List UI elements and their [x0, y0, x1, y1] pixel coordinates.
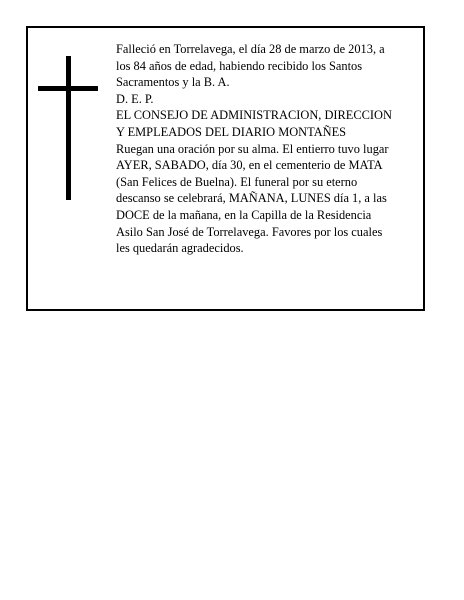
notice-line-sacraments: Sacramentos y la B. A.: [116, 75, 230, 90]
cross-horizontal-bar: [38, 86, 98, 91]
notice-line-death: Falleció en Torrelavega, el día 28 de marzo de 2013, a: [116, 42, 385, 56]
notice-line-employees: Y EMPLEADOS DEL DIARIO MONTAÑES: [116, 124, 347, 139]
notice-line-board: EL CONSEJO DE ADMINISTRACION, DIRECCION: [116, 108, 392, 123]
notice-line-dep: D. E. P.: [116, 91, 154, 106]
notice-line-age: los 84 años de edad, habiendo recibido los Santos: [116, 58, 363, 73]
notice-line-location: (San Felices de Buelna). El funeral por su eterno: [116, 174, 358, 189]
notice-line-time: DOCE de la mañana, en la Capilla de la Residencia: [116, 207, 372, 222]
cross-vertical-bar: [66, 56, 71, 200]
cross-icon: [38, 56, 98, 200]
notice-line-burial: AYER, SABADO, día 30, en el cementerio de MATA: [116, 158, 383, 173]
obituary-notice: [26, 26, 425, 311]
notice-line-funeral: descanso se celebrará, MAÑANA, LUNES día 1, a las: [116, 191, 387, 206]
notice-line-prayer: Ruegan una oración por su alma. El entierro tuvo lugar: [116, 141, 389, 156]
notice-text: [116, 41, 422, 257]
notice-line-thanks: les quedarán agradecidos.: [116, 241, 244, 256]
notice-line-chapel: Asilo San José de Torrelavega. Favores por los cuales: [116, 224, 383, 239]
